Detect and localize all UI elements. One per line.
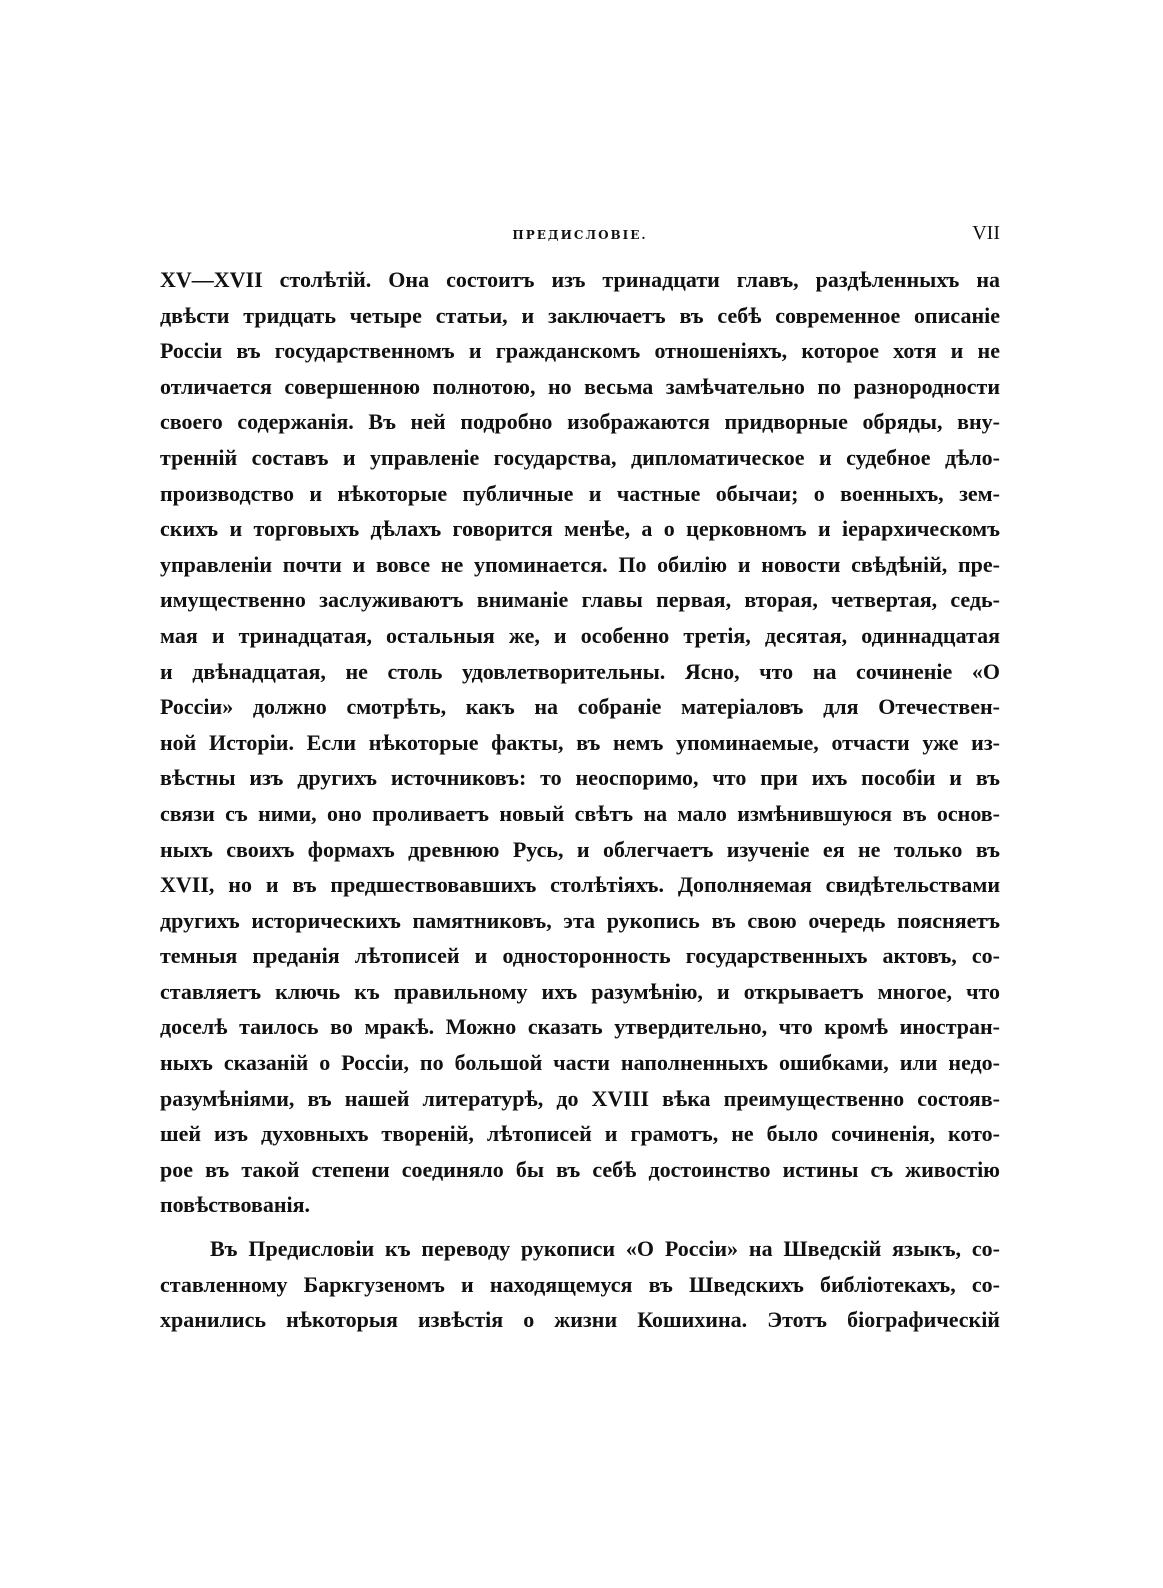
text-line: связи съ ними, оно проливаетъ новый свѣтъ на мало измѣнившуюся въ основ- [160, 800, 1000, 826]
text-line: разумѣніями, въ нашей литературѣ, до XVIII вѣка преимущественно состояв- [160, 1085, 1000, 1111]
running-title: ПРЕДИСЛОВІЕ. [512, 228, 648, 242]
text-line: темныя преданія лѣтописей и односторонность государственныхъ актовъ, со- [160, 943, 1000, 969]
text-line: повѣствованія. [160, 1192, 311, 1218]
text-line: Россіи въ государственномъ и гражданскомъ отношеніяхъ, которое хотя и не [160, 338, 1000, 364]
text-line: имущественно заслуживаютъ вниманіе главы первая, вторая, четвертая, седь- [160, 587, 1000, 613]
text-line: XV—XVII столѣтій. Она состоитъ изъ тринадцати главъ, раздѣленныхъ на [160, 267, 1000, 292]
page-number: VII [972, 222, 1000, 244]
text-line: ныхъ своихъ формахъ древнюю Русь, и облегчаетъ изученіе ея не только въ [160, 836, 1000, 862]
text-line: ставляетъ ключь къ правильному ихъ разумѣнію, и открываетъ многое, что [160, 978, 1000, 1004]
text-line: скихъ и торговыхъ дѣлахъ говорится менѣе, а о церковномъ и іерархическомъ [160, 516, 1000, 542]
text-line: управленіи почти и вовсе не упоминается. По обилію и новости свѣдѣній, пре- [160, 551, 1000, 577]
text-line: ныхъ сказаній о Россіи, по большой части наполненныхъ ошибками, или недо- [160, 1050, 1000, 1076]
text-line: доселѣ таилось во мракѣ. Можно сказать утвердительно, что кромѣ иностран- [160, 1014, 1000, 1040]
text-line: и двѣнадцатая, не столь удовлетворительны. Ясно, что на сочиненіе «О [160, 658, 1000, 684]
paragraph [160, 1231, 1000, 1338]
text-line: ставленному Баркгузеномъ и находящемуся въ Шведскихъ библіотекахъ, со- [160, 1271, 1000, 1297]
text-line: ной Исторіи. Если нѣкоторые факты, въ немъ упоминаемые, отчасти уже из- [160, 729, 1000, 755]
paragraph-gap [160, 1223, 1000, 1231]
text-line: другихъ историческихъ памятниковъ, эта рукопись въ свою очередь поясняетъ [160, 907, 1000, 933]
text-line: мая и тринадцатая, остальныя же, и особенно третія, десятая, одиннадцатая [160, 622, 1000, 648]
text-line: хранились нѣкоторыя извѣстія о жизни Кошихина. Этотъ біографическій [160, 1307, 1000, 1333]
text-line: рое въ такой степени соединяло бы въ себѣ достоинство истины съ живостію [160, 1156, 1000, 1182]
paragraph [160, 262, 1000, 1223]
text-line: производство и нѣкоторые публичные и частные обычаи; о военныхъ, зем- [160, 480, 1000, 506]
body-text [160, 262, 1000, 1338]
text-line: шей изъ духовныхъ твореній, лѣтописей и грамотъ, не было сочиненія, кото- [160, 1121, 1000, 1147]
text-line: своего содержанія. Въ ней подробно изображаются придворные обряды, вну- [160, 409, 1000, 435]
text-line: двѣсти тридцать четыре статьи, и заключаетъ въ себѣ современное описаніе [160, 302, 1000, 328]
text-line: отличается совершенною полнотою, но весьма замѣчательно по разнородности [160, 373, 1000, 399]
text-line: XVII, но и въ предшествовавшихъ столѣтіяхъ. Дополняемая свидѣтельствами [160, 872, 1000, 898]
text-line: Россіи» должно смотрѣть, какъ на собраніе матеріаловъ для Отечествен- [160, 694, 1000, 720]
text-line: тренній составъ и управленіе государства, дипломатическое и судебное дѣло- [160, 444, 1000, 470]
text-line: Въ Предисловіи къ переводу рукописи «О Россіи» на Шведскій языкъ, со- [210, 1236, 1000, 1262]
running-head [160, 222, 1000, 252]
text-line: вѣстны изъ другихъ источниковъ: то неоспоримо, что при ихъ пособіи и въ [160, 765, 1000, 791]
